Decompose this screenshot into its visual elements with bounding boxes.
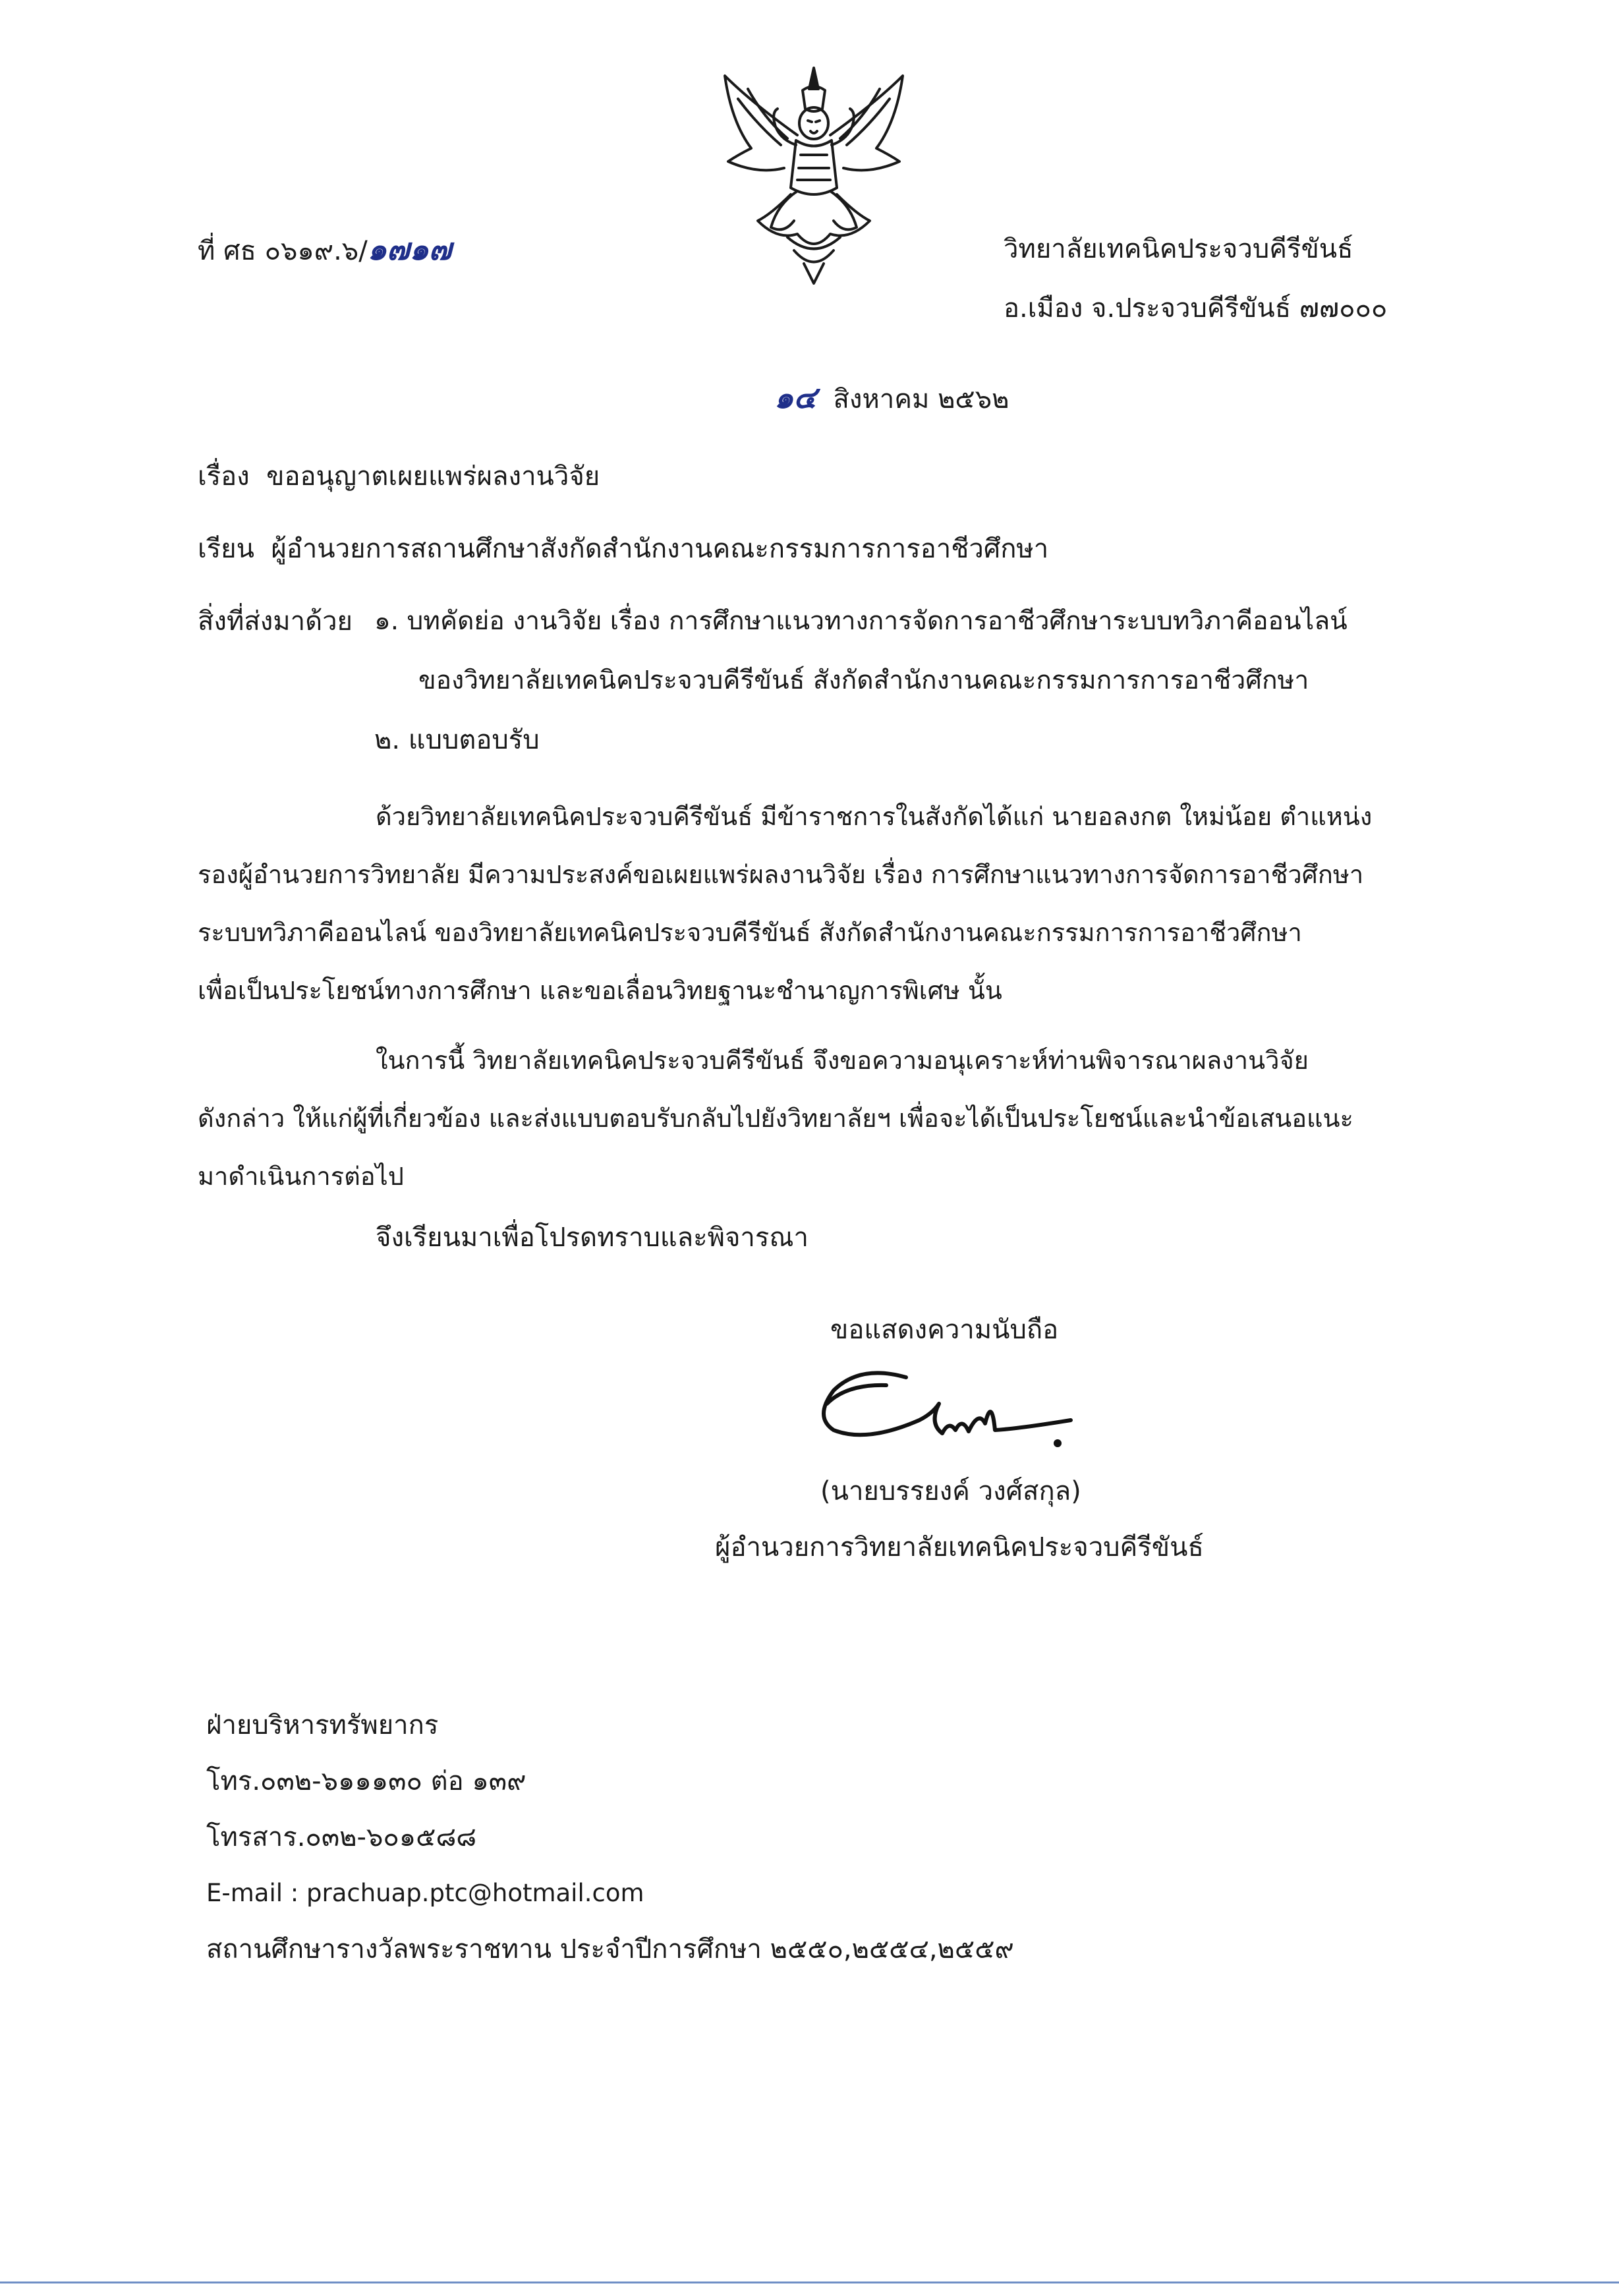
date-month-year: สิงหาคม ๒๕๖๒ (833, 384, 1009, 415)
paragraph-2-line-2: ดังกล่าว ให้แก่ผู้ที่เกี่ยวข้อง และส่งแบบตอบรับกลับไปยังวิทยาลัยฯ เพื่อจะได้เป็นประโยชน์และนำข้อเสนอแนะ (198, 1104, 1353, 1133)
paragraph-2-line-3: มาดำเนินการต่อไป (198, 1162, 404, 1191)
enclosure-item-1-line-1: ๑. บทคัดย่อ งานวิจัย เรื่อง การศึกษาแนวทางการจัดการอาชีวศึกษาระบบทวิภาคีออนไลน์ (374, 606, 1348, 636)
subject-label: เรื่อง (198, 461, 250, 492)
document-number-handwritten: ๑๗๑๗ (367, 231, 452, 267)
body-paragraph-1 (198, 788, 1463, 1019)
college-name: วิทยาลัยเทคนิคประจวบคีรีขันธ์ (1004, 234, 1353, 264)
subject-line (198, 458, 600, 495)
garuda-emblem-icon (712, 63, 916, 287)
paragraph-1-line-3: ระบบทวิภาคีออนไลน์ ของวิทยาลัยเทคนิคประจวบคีรีขันธ์ สังกัดสำนักงานคณะกรรมการการอาชีวศึกษา (198, 918, 1302, 947)
paragraph-1-line-2: รองผู้อำนวยการวิทยาลัย มีความประสงค์ขอเผยแพร่ผลงานวิจัย เรื่อง การศึกษาแนวทางการจัดการอาชีวศึกษา (198, 860, 1364, 889)
enclosures-label: สิ่งที่ส่งมาด้วย (198, 606, 353, 637)
college-address: อ.เมือง จ.ประจวบคีรีขันธ์ ๗๗๐๐๐ (1004, 293, 1388, 324)
footer-email: E-mail : prachuap.ptc@hotmail.com (206, 1879, 644, 1907)
body-paragraph-2 (198, 1031, 1463, 1205)
recipient-text: ผู้อำนวยการสถานศึกษาสังกัดสำนักงานคณะกรรมการการอาชีวศึกษา (271, 534, 1049, 564)
enclosure-item-2: ๒. แบบตอบรับ (374, 725, 540, 755)
footer-phone: โทร.๐๓๒-๖๑๑๑๓๐ ต่อ ๑๓๙ (206, 1766, 526, 1796)
footer-fax: โทรสาร.๐๓๒-๖๐๑๕๘๘ (206, 1822, 477, 1852)
recipient-line (198, 531, 1048, 567)
recipient-label: เรียน (198, 534, 254, 564)
footer-award: สถานศึกษารางวัลพระราชทาน ประจำปีการศึกษา ๒๕๕๐,๒๕๕๔,๒๕๕๙ (206, 1934, 1014, 1965)
closing-line: จึงเรียนมาเพื่อโปรดทราบและพิจารณา (376, 1222, 809, 1253)
subject-text: ขออนุญาตเผยแพร่ผลงานวิจัย (266, 461, 600, 492)
document-number (198, 231, 451, 270)
date-day-handwritten: ๑๔ (774, 380, 817, 415)
signatory-name: (นายบรรยงค์ วงศ์สกุล) (820, 1476, 1081, 1507)
paragraph-1-line-1: ด้วยวิทยาลัยเทคนิคประจวบคีรีขันธ์ มีข้าราชการในสังกัดได้แก่ นายอลงกต ใหม่น้อย ตำแหน่ง (376, 802, 1373, 831)
footer-department: ฝ่ายบริหารทรัพยากร (206, 1710, 439, 1740)
signatory-position: ผู้อำนวยการวิทยาลัยเทคนิคประจวบคีรีขันธ์ (715, 1532, 1204, 1563)
document-number-prefix: ที่ ศธ ๐๖๑๙.๖/ (198, 236, 368, 266)
scan-edge-line (0, 2282, 1619, 2283)
paragraph-2-line-1: ในการนี้ วิทยาลัยเทคนิคประจวบคีรีขันธ์ จึงขอความอนุเคราะห์ท่านพิจารณาผลงานวิจัย (376, 1046, 1309, 1075)
enclosure-item-1-line-2: ของวิทยาลัยเทคนิคประจวบคีรีขันธ์ สังกัดสำนักงานคณะกรรมการการอาชีวศึกษา (418, 666, 1309, 695)
signature-image (807, 1358, 1091, 1456)
complimentary-close: ขอแสดงความนับถือ (830, 1315, 1059, 1345)
letter-date (774, 379, 1009, 418)
paragraph-1-line-4: เพื่อเป็นประโยชน์ทางการศึกษา และขอเลื่อนวิทยฐานะชำนาญการพิเศษ นั้น (198, 976, 1002, 1005)
